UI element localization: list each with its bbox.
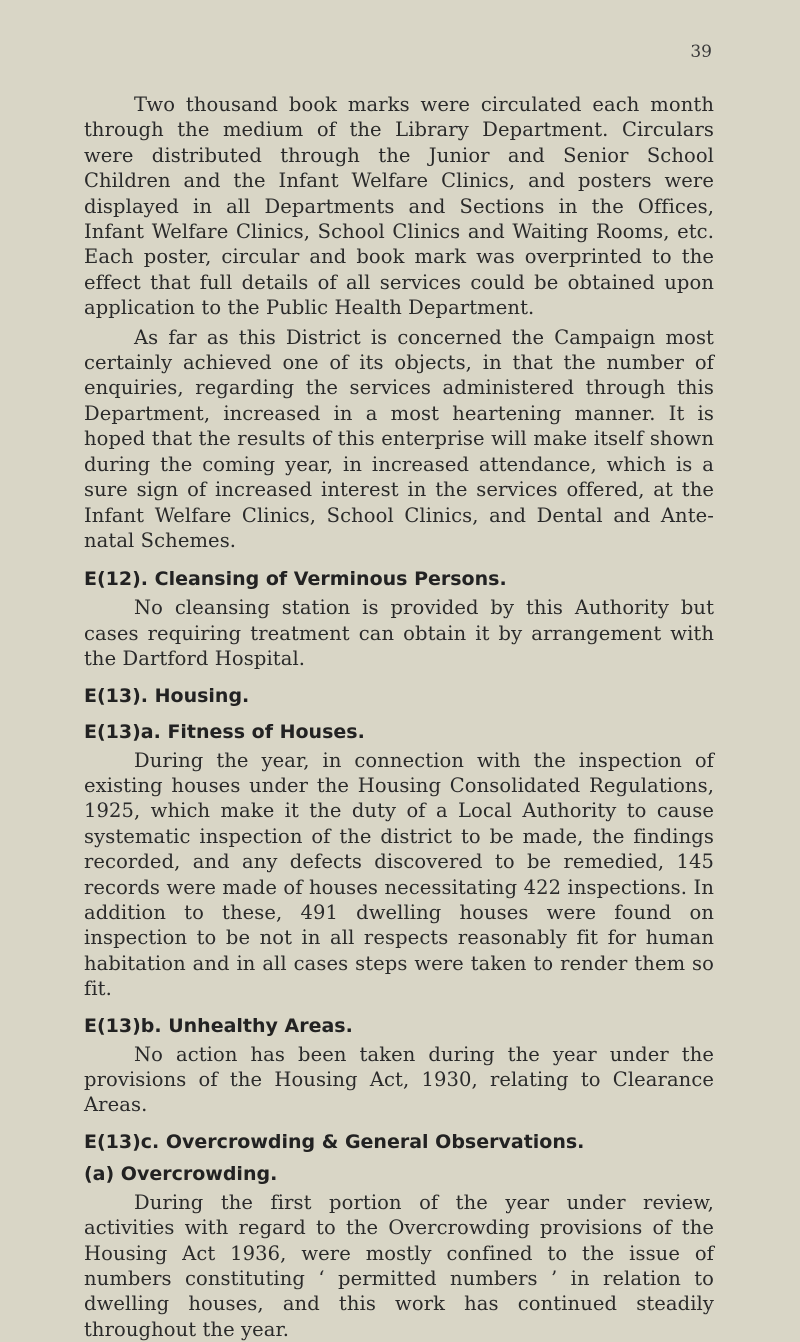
- section-heading-e13: E(13). Housing.: [84, 684, 250, 707]
- section-text-e13b: No action has been taken during the year under the provisions of the Housing Act, 1930, relating to Clearance Areas.: [84, 1042, 714, 1117]
- section-text-e13c: During the first portion of the year under review, activities with regard to the Overcrowding provisions of the Housing Act 1936, were mostly confined to the issue of numbers constituting ‘ permitted numbers ’ in relation to dwelling houses, and this work has continued steadily throughout the year.: [84, 1190, 714, 1341]
- intro-paragraph-2: As far as this District is concerned the Campaign most certainly achieved one of its objects, in that the number of enquiries, regarding the services administered through this Department, increased in a most heartening manner. It is hoped that the results of this enterprise will make itself shown during the coming year, in increased attendance, which is a sure sign of increased interest in the services offered, at the Infant Welfare Clinics, School Clinics, and Dental and Ante-natal Schemes.: [84, 325, 714, 552]
- page-number: 39: [690, 42, 712, 62]
- section-text-e12: No cleansing station is provided by this Authority but cases requiring treatment can obtain it by arrangement with the Dartford Hospital.: [84, 596, 714, 671]
- section-heading-e12: E(12). Cleansing of Verminous Persons.: [84, 568, 507, 591]
- section-heading-e13c: E(13)c. Overcrowding & General Observations.: [84, 1130, 585, 1153]
- subsection-heading-overcrowding: (a) Overcrowding.: [84, 1162, 278, 1185]
- page-content: [84, 92, 714, 1342]
- section-text-e13a: During the year, in connection with the inspection of existing houses under the Housing Consolidated Regulations, 1925, which make it the duty of a Local Authority to cause systematic inspection of the district to be made, the findings recorded, and any defects discovered to be remedied, 145 records were made of houses necessitating 422 inspections. In addition to these, 491 dwelling houses were found on inspection to be not in all respects reasonably fit for human habitation and in all cases steps were taken to render them so fit.: [84, 748, 714, 1001]
- section-heading-e13a: E(13)a. Fitness of Houses.: [84, 720, 365, 743]
- intro-paragraph-1: Two thousand book marks were circulated each month through the medium of the Library Department. Circulars were distributed through the Junior and Senior School Children and the Infant Welfare Clinics, and posters were displayed in all Departments and Sections in the Offices, Infant Welfare Clinics, School Clinics and Waiting Rooms, etc. Each poster, circular and book mark was overprinted to the effect that full details of all services could be obtained upon application to the Public Health Department.: [84, 93, 714, 320]
- section-heading-e13b: E(13)b. Unhealthy Areas.: [84, 1014, 353, 1037]
